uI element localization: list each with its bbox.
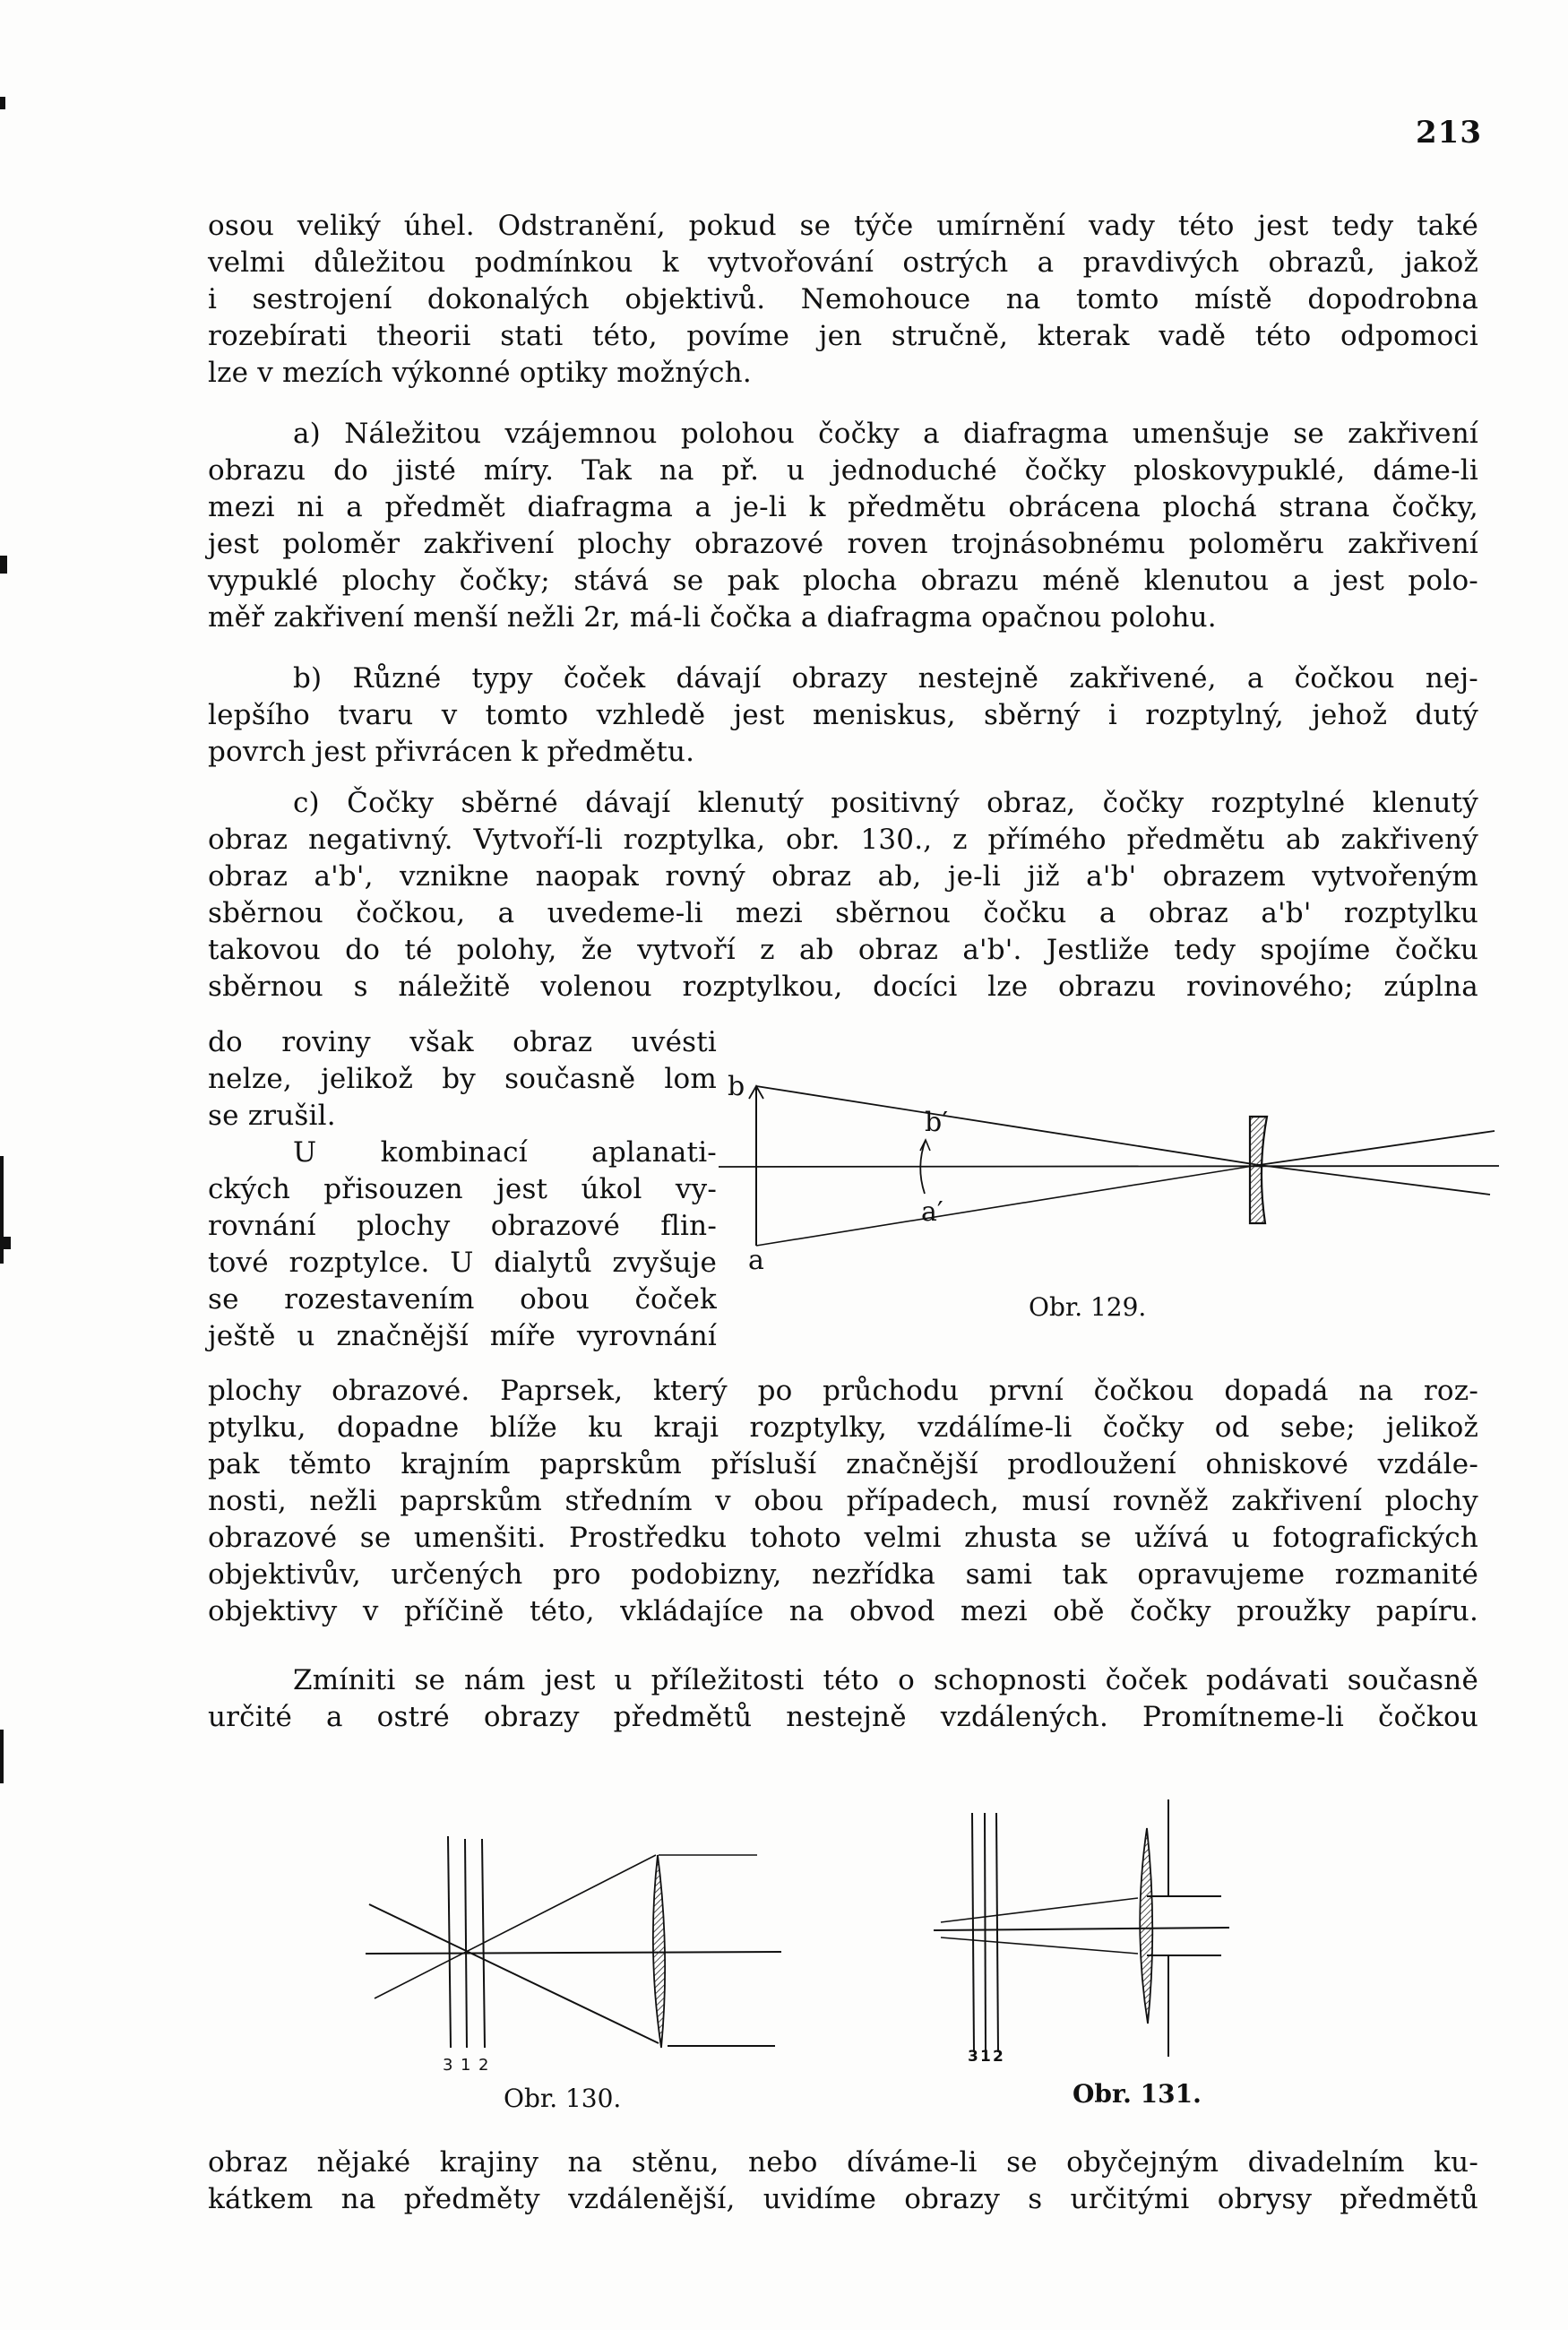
text-line: b) Různé typy čoček dávají obrazy nestejně zakřivené, a čočkou nej- [293, 662, 1478, 695]
text-line: obraz a'b', vznikne naopak rovný obraz ab, je-li již a'b' obrazem vytvořeným [208, 860, 1478, 893]
figure-131-diagram [934, 1799, 1229, 2057]
plane-label-3: 3 [968, 2048, 978, 2066]
plane-label-1: 1 [980, 2048, 991, 2066]
text-line: obraz negativný. Vytvoří-li rozptylka, obr. 130., z přímého předmětu ab zakřivený [208, 824, 1478, 856]
text-line: osou veliký úhel. Odstranění, pokud se týče umírnění vady této jest tedy také [208, 210, 1478, 242]
label-a: a [748, 1245, 764, 1276]
plane-label-1: 1 [461, 2056, 471, 2075]
text-line: lze v mezích výkonné optiky možných. [208, 357, 752, 389]
figure-131-plane-labels [968, 2048, 1004, 2066]
label-b-prime: b′ [925, 1107, 949, 1138]
text-line: a) Náležitou vzájemnou polohou čočky a diafragma umenšuje se zakřivení [293, 418, 1478, 450]
figure-131-caption: Obr. 131. [1073, 2079, 1202, 2109]
text-line: Zmíniti se nám jest u příležitosti této o schopnosti čoček podávati současně [293, 1664, 1478, 1696]
text-line: i sestrojení dokonalých objektivů. Nemohouce na tomto místě dopodrobna [208, 283, 1478, 315]
figure-129-labels [728, 1071, 948, 1276]
text-line: pak těmto krajním paprskům přísluší značnější prodloužení ohniskové vzdále- [208, 1448, 1478, 1480]
text-line: obrazové se umenšiti. Prostředku tohoto velmi zhusta se užívá u fotografických [208, 1522, 1478, 1554]
text-line: vypuklé plochy čočky; stává se pak plocha obrazu méně klenutou a jest polo- [208, 565, 1478, 597]
text-line: ckých přisouzen jest úkol vy- [208, 1173, 717, 1205]
figure-130-plane-labels [443, 2056, 488, 2075]
text-line: obrazu do jisté míry. Tak na př. u jednoduché čočky ploskovypuklé, dáme-li [208, 454, 1478, 487]
figure-129-caption: Obr. 129. [1029, 1292, 1147, 1322]
figure-129-diagram [719, 1086, 1499, 1246]
text-line: tové rozptylce. U dialytů zvyšuje [208, 1247, 717, 1279]
text-line: do roviny však obraz uvésti [208, 1026, 717, 1058]
text-line: se rozestavením obou čoček [208, 1283, 717, 1316]
text-line: sběrnou s náležitě volenou rozptylkou, docíci lze obrazu rovinového; zúplna [208, 971, 1478, 1003]
text-line: jest poloměr zakřivení plochy obrazové roven trojnásobnému poloměru zakřivení [208, 528, 1478, 560]
text-line: plochy obrazové. Paprsek, který po průchodu první čočkou dopadá na roz- [208, 1375, 1478, 1407]
plane-label-2: 2 [478, 2056, 489, 2075]
text-line: rozebírati theorii stati této, povíme jen stručně, kterak vadě této odpomoci [208, 320, 1478, 352]
plane-label-3: 3 [443, 2056, 453, 2075]
text-line: U kombinací aplanati- [293, 1136, 717, 1169]
text-line: ještě u značnější míře vyrovnání [208, 1320, 717, 1352]
text-line: c) Čočky sběrné dávají klenutý positivný obraz, čočky rozptylné klenutý [293, 787, 1478, 819]
page-number: 213 [1416, 115, 1482, 151]
label-a-prime: a′ [921, 1196, 943, 1228]
text-line: ptylku, dopadne blíže ku kraji rozptylky, vzdálíme-li čočky od sebe; jelikož [208, 1411, 1478, 1444]
text-line: měř zakřivení menší nežli 2r, má-li čočka a diafragma opačnou polohu. [208, 601, 1217, 634]
text-line: velmi důležitou podmínkou k vytvořování ostrých a pravdivých obrazů, jakož [208, 246, 1478, 279]
text-line: mezi ni a předmět diafragma a je-li k předmětu obrácena plochá strana čočky, [208, 491, 1478, 523]
text-line: takovou do té polohy, že vytvoří z ab obraz a'b'. Jestliže tedy spojíme čočku [208, 934, 1478, 966]
text-line: nelze, jelikož by současně lom [208, 1063, 717, 1095]
text-line: nosti, nežli paprskům středním v obou případech, musí rovněž zakřivení plochy [208, 1485, 1478, 1517]
text-line: lepšího tvaru v tomto vzhledě jest meniskus, sběrný i rozptylný, jehož dutý [208, 699, 1478, 731]
text-line: kátkem na předměty vzdálenější, uvidíme obrazy s určitými obrysy předmětů [208, 2183, 1478, 2215]
text-line: sběrnou čočkou, a uvedeme-li mezi sběrnou čočku a obraz a'b' rozptylku [208, 897, 1478, 929]
plane-label-2: 2 [993, 2048, 1004, 2066]
figure-130-diagram [366, 1836, 781, 2048]
figure-130-caption: Obr. 130. [504, 2084, 622, 2113]
text-line: povrch jest přivrácen k předmětu. [208, 736, 695, 768]
text-line: obraz nějaké krajiny na stěnu, nebo díváme-li se obyčejným divadelním ku- [208, 2146, 1478, 2179]
text-line: objektivův, určených pro podobizny, nezřídka sami tak opravujeme rozmanité [208, 1558, 1478, 1591]
text-line: určité a ostré obrazy předmětů nestejně vzdálených. Promítneme-li čočkou [208, 1701, 1478, 1733]
label-b: b [728, 1071, 745, 1102]
text-line: objektivy v příčině této, vkládajíce na obvod mezi obě čočky proužky papíru. [208, 1595, 1478, 1627]
text-line: se zrušil. [208, 1100, 336, 1132]
text-line: rovnání plochy obrazové flin- [208, 1210, 717, 1242]
